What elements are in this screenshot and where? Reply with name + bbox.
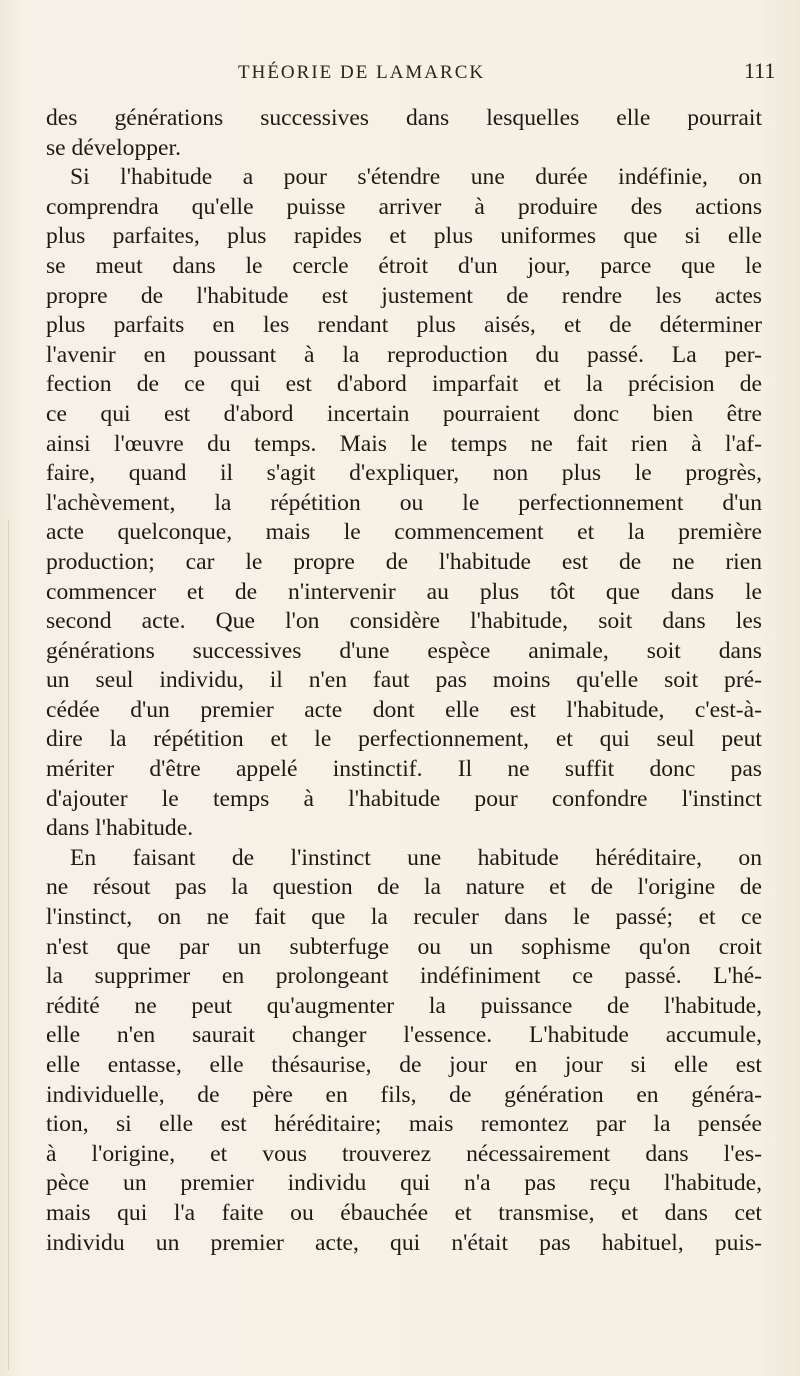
text-line: propre de l'habitude est justement de rendre les actes [46, 282, 762, 309]
gutter-shadow-line [8, 520, 9, 1370]
text-line: En faisant de l'instinct une habitude héréditaire, on [70, 844, 762, 871]
text-line: comprendra qu'elle puisse arriver à produire des actions [46, 193, 762, 220]
text-line: d'ajouter le temps à l'habitude pour confondre l'instinct [46, 785, 762, 812]
text-line: second acte. Que l'on considère l'habitude, soit dans les [46, 608, 762, 635]
body-text [46, 104, 762, 1258]
text-line: rédité ne peut qu'augmenter la puissance de l'habitude, [46, 992, 762, 1019]
text-line: individuelle, de père en fils, de génération en généra- [46, 1081, 762, 1108]
text-line: tion, si elle est héréditaire; mais remontez par la pensée [46, 1111, 762, 1138]
text-line: se meut dans le cercle étroit d'un jour, parce que le [46, 252, 762, 279]
text-line: dans l'habitude. [46, 815, 194, 842]
text-line: elle n'en saurait changer l'essence. L'habitude accumule, [46, 1022, 762, 1049]
text-line: individu un premier acte, qui n'était pas habituel, puis- [46, 1229, 762, 1256]
text-line: production; car le propre de l'habitude est de ne rien [46, 548, 762, 575]
text-line: l'achèvement, la répétition ou le perfectionnement d'un [46, 489, 762, 516]
text-line: mais qui l'a faite ou ébauchée et transmise, et dans cet [46, 1199, 762, 1226]
text-line: n'est que par un subterfuge ou un sophisme qu'on croit [46, 933, 762, 960]
text-line: elle entasse, elle thésaurise, de jour en jour si elle est [46, 1052, 762, 1078]
text-line: l'avenir en poussant à la reproduction du passé. La per- [46, 341, 762, 368]
text-line: fection de ce qui est d'abord imparfait et la précision de [46, 371, 762, 398]
text-line: un seul individu, il n'en faut pas moins qu'elle soit pré- [46, 667, 762, 694]
text-line: ne résout pas la question de la nature et de l'origine de [46, 874, 762, 901]
text-line: plus parfaits en les rendant plus aisés, et de déterminer [46, 312, 762, 339]
text-line: cédée d'un premier acte dont elle est l'habitude, c'est-à- [46, 696, 762, 723]
page-number: 111 [744, 58, 776, 83]
text-line: ainsi l'œuvre du temps. Mais le temps ne fait rien à l'af- [46, 430, 762, 457]
running-title: THÉORIE DE LAMARCK [238, 62, 486, 83]
text-line: faire, quand il s'agit d'expliquer, non plus le progrès, [46, 460, 762, 487]
text-line: des générations successives dans lesquelles elle pourrait [46, 105, 762, 131]
text-line: à l'origine, et vous trouverez nécessairement dans l'es- [46, 1140, 762, 1167]
text-line: l'instinct, on ne fait que la reculer dans le passé; et ce [46, 904, 762, 931]
text-line: se développer. [46, 134, 181, 161]
text-line: dire la répétition et le perfectionnement, et qui seul peut [46, 726, 762, 753]
text-line: mériter d'être appelé instinctif. Il ne suffit donc pas [46, 756, 762, 783]
text-line: ce qui est d'abord incertain pourraient donc bien être [46, 400, 762, 427]
text-line: plus parfaites, plus rapides et plus uniformes que si elle [46, 223, 762, 250]
text-line: générations successives d'une espèce animale, soit dans [46, 637, 762, 664]
text-line: pèce un premier individu qui n'a pas reçu l'habitude, [46, 1170, 762, 1197]
text-line: la supprimer en prolongeant indéfiniment ce passé. L'hé- [46, 963, 762, 990]
text-line: acte quelconque, mais le commencement et la première [46, 519, 762, 546]
text-line: commencer et de n'intervenir au plus tôt que dans le [46, 578, 762, 605]
text-line: Si l'habitude a pour s'étendre une durée indéfinie, on [70, 164, 762, 191]
